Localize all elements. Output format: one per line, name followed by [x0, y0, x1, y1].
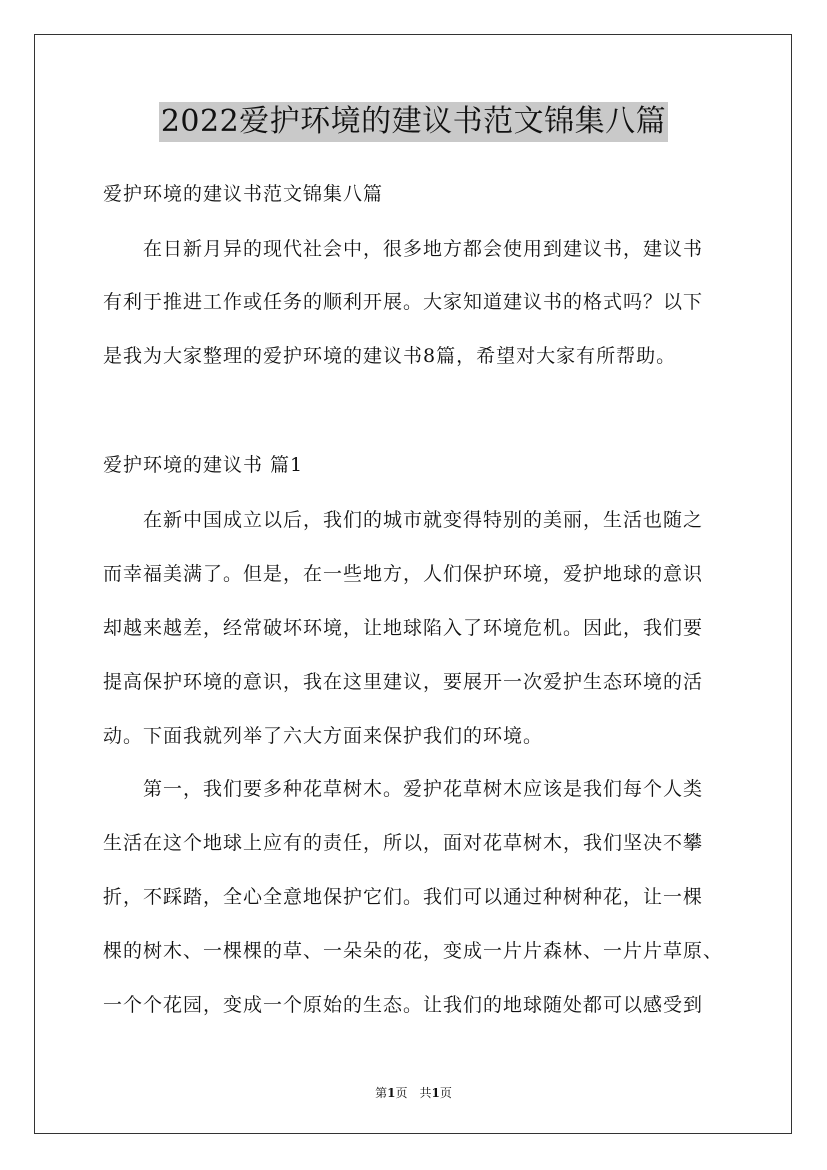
paragraph-line: 棵的树木、一棵棵的草、一朵朵的花，变成一片片森林、一片片草原、 [103, 940, 724, 962]
footer-page-prefix: 第 [375, 1086, 388, 1100]
document-title: 2022爱护环境的建议书范文锦集八篇 [159, 102, 668, 142]
paragraph-line: 却越来越差，经常破坏环境，让地球陷入了环境危机。因此，我们要 [103, 617, 704, 639]
footer-total-pages: 1 [431, 1086, 440, 1100]
subtitle: 爱护环境的建议书范文锦集八篇 [103, 183, 384, 205]
paragraph-line: 是我为大家整理的爱护环境的建议书8篇，希望对大家有所帮助。 [103, 345, 677, 367]
paragraph-line: 在日新月异的现代社会中，很多地方都会使用到建议书，建议书 [103, 238, 704, 260]
paragraph-line: 在新中国成立以后，我们的城市就变得特别的美丽，生活也随之 [103, 509, 704, 531]
paragraph-line: 折，不踩踏，全心全意地保护它们。我们可以通过种树种花，让一棵 [103, 886, 704, 908]
paragraph-line: 第一，我们要多种花草树木。爱护花草树木应该是我们每个人类 [103, 778, 704, 800]
paragraph-line: 有利于推进工作或任务的顺利开展。大家知道建议书的格式吗？以下 [103, 291, 704, 313]
footer-page-mid: 页 共 [395, 1086, 432, 1100]
paragraph-line: 动。下面我就列举了六大方面来保护我们的环境。 [103, 725, 544, 747]
paragraph-line: 提高保护环境的意识，我在这里建议，要展开一次爱护生态环境的活 [103, 671, 704, 693]
footer-page-suffix: 页 [439, 1086, 452, 1100]
paragraph-line: 一个个花园，变成一个原始的生态。让我们的地球随处都可以感受到 [103, 994, 704, 1016]
section-heading: 爱护环境的建议书 篇1 [103, 454, 304, 476]
page-footer [0, 1084, 827, 1101]
title-container [0, 102, 827, 142]
footer-page-number: 1 [387, 1086, 396, 1100]
paragraph-line: 生活在这个地球上应有的责任，所以，面对花草树木，我们坚决不攀 [103, 832, 704, 854]
paragraph-line: 而幸福美满了。但是，在一些地方，人们保护环境，爱护地球的意识 [103, 563, 704, 585]
